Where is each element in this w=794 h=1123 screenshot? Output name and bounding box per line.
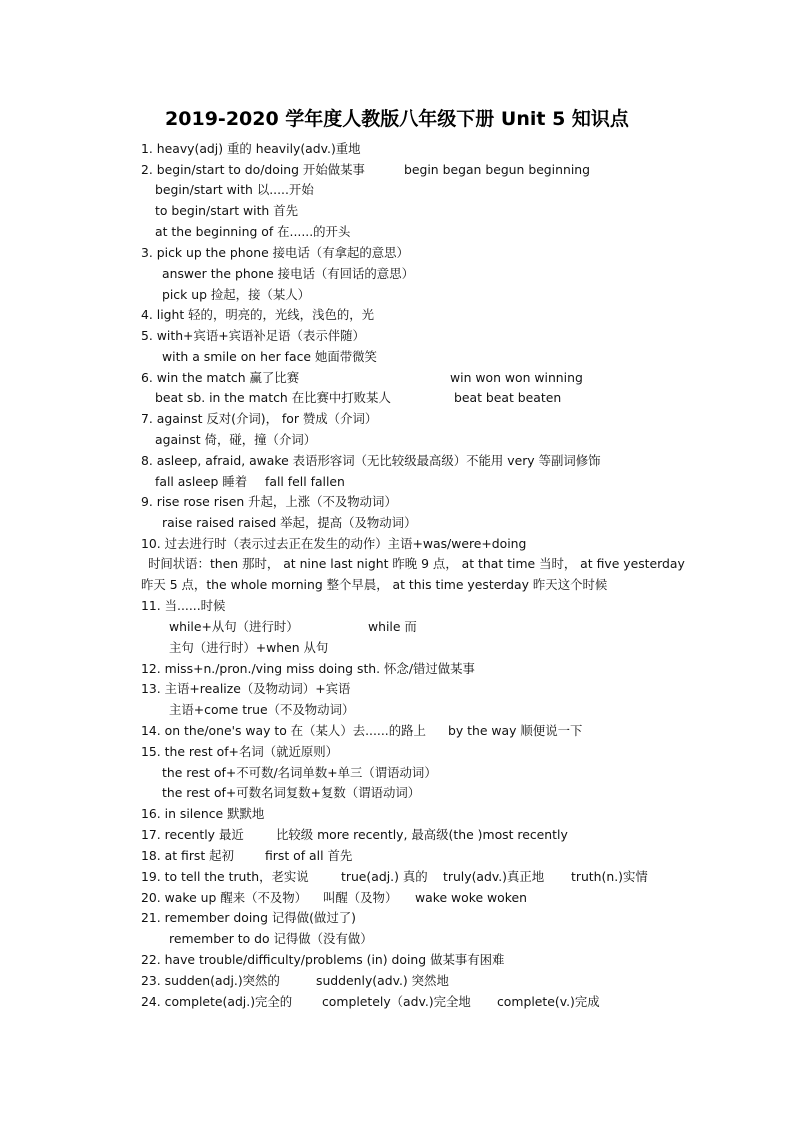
note-text: first of all 首先: [265, 848, 353, 863]
note-text: with a smile on her face 她面带微笑: [162, 349, 377, 364]
note-text: answer the phone 接电话（有回话的意思）: [162, 266, 414, 281]
note-text: 15. the rest of+名词（就近原则）: [141, 744, 339, 759]
note-text: 昨天 5 点，the whole morning 整个早晨， at this time yesterday 昨天这个时候: [141, 577, 608, 592]
note-text: against 倚，碰，撞（介词）: [155, 432, 317, 447]
note-text: 7. against 反对(介词)， for 赞成（介词）: [141, 411, 378, 426]
note-text: 比较级 more recently, 最高级(the )most recently: [276, 827, 568, 842]
note-text: 18. at first 起初: [141, 848, 234, 863]
note-text: completely（adv.)完全地: [322, 994, 471, 1009]
note-text: 20. wake up 醒来（不及物）: [141, 890, 308, 905]
note-text: 3. pick up the phone 接电话（有拿起的意思）: [141, 245, 409, 260]
note-text: 16. in silence 默默地: [141, 806, 265, 821]
note-text: remember to do 记得做（没有做）: [169, 931, 373, 946]
note-text: begin began begun beginning: [404, 162, 590, 177]
note-text: 17. recently 最近: [141, 827, 244, 842]
note-text: suddenly(adv.) 突然地: [316, 973, 449, 988]
note-text: win won won winning: [450, 370, 583, 385]
note-text: at the beginning of 在......的开头: [155, 224, 351, 239]
note-text: to begin/start with 首先: [155, 203, 299, 218]
note-text: 10. 过去进行时（表示过去正在发生的动作）主语+was/were+doing: [141, 536, 527, 551]
note-text: wake woke woken: [415, 890, 527, 905]
note-text: while 而: [368, 619, 417, 634]
note-text: 5. with+宾语+宾语补足语（表示伴随）: [141, 328, 365, 343]
note-text: 4. light 轻的，明亮的，光线，浅色的，光: [141, 307, 375, 322]
note-text: by the way 顺便说一下: [448, 723, 583, 738]
note-text: truth(n.)实情: [571, 869, 648, 884]
note-text: 11. 当......时候: [141, 598, 226, 613]
note-text: 主句（进行时）+when 从句: [169, 640, 329, 655]
note-text: complete(v.)完成: [497, 994, 600, 1009]
note-text: 1. heavy(adj) 重的 heavily(adv.)重地: [141, 141, 361, 156]
page-title: 2019-2020 学年度人教版八年级下册 Unit 5 知识点: [165, 108, 629, 130]
note-text: pick up 捡起，接（某人）: [162, 287, 311, 302]
note-text: truly(adv.)真正地: [443, 869, 545, 884]
note-text: 13. 主语+realize（及物动词）+宾语: [141, 681, 351, 696]
note-text: the rest of+不可数/名词单数+单三（谓语动词）: [162, 765, 437, 780]
note-text: 23. sudden(adj.)突然的: [141, 973, 280, 988]
note-text: 24. complete(adj.)完全的: [141, 994, 293, 1009]
note-text: raise raised raised 举起，提高（及物动词）: [162, 515, 417, 530]
note-text: begin/start with 以.....开始: [155, 182, 314, 197]
note-text: fall asleep 睡着: [155, 474, 248, 489]
note-text: 8. asleep, afraid, awake 表语形容词（无比较级最高级）不能用 very 等副词修饰: [141, 453, 601, 468]
note-text: 14. on the/one's way to 在（某人）去......的路上: [141, 723, 426, 738]
note-text: 21. remember doing 记得做(做过了): [141, 910, 356, 925]
note-text: 主语+come true（不及物动词）: [169, 702, 355, 717]
note-text: 时间状语：then 那时， at nine last night 昨晚 9 点， at that time 当时， at five yesterday: [148, 556, 685, 571]
note-text: 2. begin/start to do/doing 开始做某事: [141, 162, 365, 177]
note-text: 19. to tell the truth，老实说: [141, 869, 309, 884]
note-text: 12. miss+n./pron./ving miss doing sth. 怀念/错过做某事: [141, 661, 475, 676]
note-text: 6. win the match 赢了比赛: [141, 370, 300, 385]
note-text: beat sb. in the match 在比赛中打败某人: [155, 390, 391, 405]
note-text: while+从句（进行时）: [169, 619, 299, 634]
note-text: 22. have trouble/difficulty/problems (in) doing 做某事有困难: [141, 952, 505, 967]
note-text: 叫醒（及物）: [323, 890, 398, 905]
note-text: fall fell fallen: [265, 474, 345, 489]
note-text: 9. rise rose risen 升起，上涨（不及物动词）: [141, 494, 397, 509]
note-text: true(adj.) 真的: [341, 869, 428, 884]
note-text: beat beat beaten: [454, 390, 562, 405]
note-text: the rest of+可数名词复数+复数（谓语动词）: [162, 785, 421, 800]
